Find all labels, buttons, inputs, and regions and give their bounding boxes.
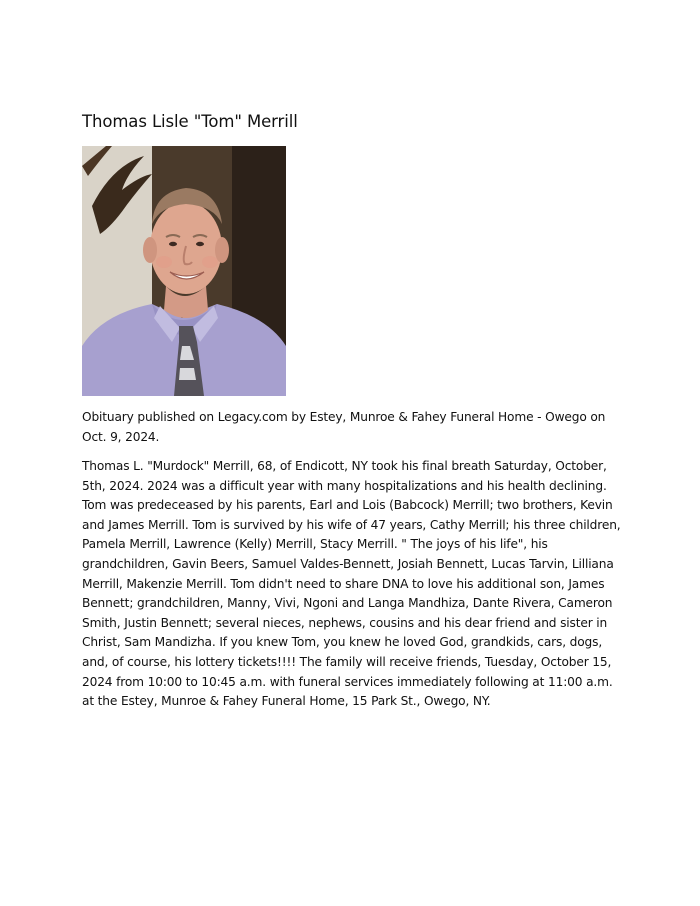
- page-title: Thomas Lisle "Tom" Merrill: [82, 112, 298, 131]
- portrait-photo-icon: [82, 146, 286, 396]
- portrait-photo: [82, 146, 286, 396]
- intro-paragraph: Obituary published on Legacy.com by Estey, Munroe & Fahey Funeral Home - Owego on Oct. 9, 2024.: [82, 410, 606, 444]
- obituary-body: Thomas L. "Murdock" Merrill, 68, of Endicott, NY took his final breath Saturday, October, 5th, 2024. 2024 was a difficult year with many hospitalizations and his health declining. Tom was predeceased by his parents, Earl and Lois (Babcock) Merrill; two brothers, Kevin and James Merrill. Tom is survived by his wife of 47 years, Cathy Merrill; his three children, Pamela Merrill, Lawrence (Kelly) Merrill, Stacy Merrill. " The joys of his life", his grandchildren, Gavin Beers, Samuel Valdes-Bennett, Josiah Bennett, Lucas Tarvin, Lilliana Merrill, Makenzie Merrill. Tom didn't need to share DNA to love his additional son, James Bennett; grandchildren, Manny, Vivi, Ngoni and Langa Mandhiza, Dante Rivera, Cameron Smith, Justin Bennett; several nieces, nephews, cousins and his dear friend and sister in Christ, Sam Mandizha. If you knew Tom, you knew he loved God, grandkids, cars, dogs, and, of course, his lottery tickets!!!! The family will receive friends, Tuesday, October 15, 2024 from 10:00 to 10:45 a.m. with funeral services immediately following at 11:00 a.m. at the Estey, Munroe & Fahey Funeral Home, 15 Park St., Owego, NY.: [82, 459, 621, 709]
